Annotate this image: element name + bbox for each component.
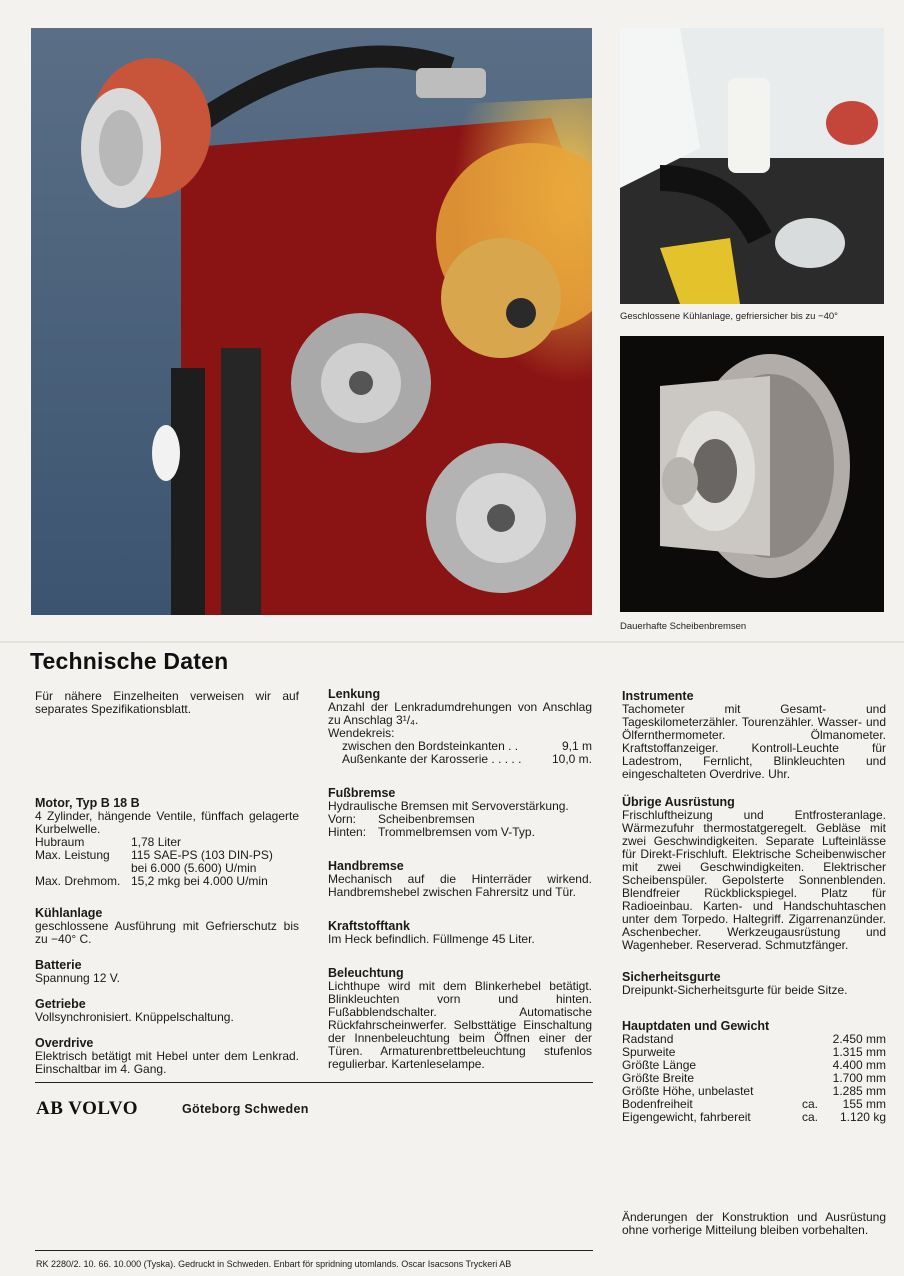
uebrige-text: Frischluftheizung und Entfrosteranlage. Wärmezufuhr thermostatgeregelt. Gebläse mit zwei Geschwindigkeiten. Separate Lufteinlässe für Direkt-Frischluft. Elektrische Scheibenwischer mit zwei Geschwindigkeiten. Elektrischer Scheibenspüler. Gepolsterte Sonnenblenden. Blendfreier Rückblickspiegel. Platz für Radioeinbau. Karten- und Handschuhtaschen unter dem Torpedo. Haltegriff. Zigarrenanzünder. Aschenbecher. Werkzeugausrüstung und Wagenheber. Reserverad. Schmutzfänger.: [622, 808, 886, 952]
fussbremse-text: Hydraulische Bremsen mit Servoverstärkung.: [328, 799, 569, 813]
kuehlanlage-section: [35, 906, 299, 946]
lenkung-row-karosserie: Außenkante der Karosserie . . . . . 10,0 m.: [342, 752, 592, 766]
column-middle: [328, 687, 592, 1083]
kuehlanlage-text: geschlossene Ausführung mit Gefrierschutz bis zu −40° C.: [35, 919, 299, 946]
volvo-city: Göteborg Schweden: [182, 1102, 309, 1116]
uebrige-section: [622, 795, 886, 952]
lenkung-section: [328, 687, 592, 766]
cooling-caption: Geschlossene Kühlanlage, gefriersicher bis zu −40°: [620, 311, 838, 322]
hauptdaten-table: Radstand 2.450 mm Spurweite 1.315 mm Größte Länge 4.400 mm Größte Breite 1.700 mm Größte Höhe, unbelastet 1.285 mm Bodenfreiheit ca. 155 mm Eigengewicht, fahrbereit ca. 1.120 kg: [622, 1032, 886, 1124]
kraftstofftank-section: [328, 919, 592, 946]
footer-imprint: RK 2280/2. 10. 66. 10.000 (Tyska). Gedruckt in Schweden. Enbart för spridning utomlands. Oscar Isacsons Tryckeri AB: [36, 1259, 512, 1269]
page-title: Technische Daten: [30, 648, 229, 674]
instrumente-title: Instrumente: [622, 689, 694, 703]
motor-leistung-rpm: bei 6.000 (5.600) U/min: [131, 861, 257, 875]
sicherheit-text: Dreipunkt-Sicherheitsgurte für beide Sitze.: [622, 983, 848, 997]
lenkung-wendekreis: Wendekreis:: [328, 726, 395, 740]
motor-drehmoment: Max. Drehmom. 15,2 mkg bei 4.000 U/min: [35, 874, 268, 888]
handbremse-section: [328, 859, 592, 899]
brakes-photo: [620, 336, 884, 612]
handbremse-title: Handbremse: [328, 859, 404, 873]
fussbremse-title: Fußbremse: [328, 786, 396, 800]
page-fold: [0, 641, 904, 643]
brakes-caption: Dauerhafte Scheibenbremsen: [620, 621, 747, 632]
column-right: [622, 689, 886, 1136]
lenkung-text: Anzahl der Lenkradumdrehungen von Anschlag zu Anschlag 3¹/₄.: [328, 700, 592, 727]
sicherheit-section: [622, 970, 886, 997]
getriebe-title: Getriebe: [35, 997, 86, 1011]
lenkung-row-bordstein: zwischen den Bordsteinkanten . . 9,1 m: [342, 739, 592, 753]
handbremse-text: Mechanisch auf die Hinterräder wirkend. Handbremshebel zwischen Fahrersitz und Tür.: [328, 872, 592, 899]
column-left: [35, 690, 299, 1088]
volvo-logo: AB VOLVO: [36, 1098, 138, 1119]
intro-text: Für nähere Einzelheiten verweisen wir auf separates Spezifikationsblatt.: [35, 689, 299, 716]
overdrive-title: Overdrive: [35, 1036, 94, 1050]
batterie-title: Batterie: [35, 958, 82, 972]
sicherheit-title: Sicherheitsgurte: [622, 970, 721, 984]
instrumente-section: [622, 689, 886, 781]
overdrive-text: Elektrisch betätigt mit Hebel unter dem Lenkrad. Einschaltbar im 4. Gang.: [35, 1049, 299, 1076]
engine-photo: [31, 28, 592, 615]
lenkung-title: Lenkung: [328, 687, 381, 701]
motor-desc: 4 Zylinder, hängende Ventile, fünffach gelagerte Kurbelwelle.: [35, 809, 299, 836]
cooling-photo: [620, 28, 884, 304]
motor-hubraum: Hubraum 1,78 Liter: [35, 835, 182, 849]
aenderungen-note: Änderungen der Konstruktion und Ausrüstung ohne vorherige Mitteilung bleiben vorbehalten.: [622, 1210, 886, 1237]
motor-leistung: Max. Leistung 115 SAE-PS (103 DIN-PS): [35, 848, 273, 862]
overdrive-section: [35, 1036, 299, 1076]
bottom-rule-left: [35, 1082, 593, 1083]
getriebe-section: [35, 997, 299, 1024]
motor-title: Motor, Typ B 18 B: [35, 796, 140, 810]
hauptdaten-title: Hauptdaten und Gewicht: [622, 1019, 770, 1033]
fussbremse-section: [328, 786, 592, 839]
kraftstofftank-text: Im Heck befindlich. Füllmenge 45 Liter.: [328, 932, 535, 946]
fussbremse-hinten: Hinten: Trommelbremsen vom V-Typ.: [328, 825, 535, 839]
beleuchtung-text: Lichthupe wird mit dem Blinkerhebel betätigt. Blinkleuchten vorn und hinten. Fußabblendschalter. Automatische Rückfahrscheinwerfer. Selbsttätige Einschaltung der Innenbeleuchtung beim Öffnen einer der Türen. Armaturenbrettbeleuchtung stufenlos regulierbar. Kartenleselampe.: [328, 979, 592, 1071]
kraftstofftank-title: Kraftstofftank: [328, 919, 410, 933]
footer-rule: [35, 1250, 593, 1251]
instrumente-text: Tachometer mit Gesamt- und Tageskilometerzähler. Tourenzähler. Wasser- und Ölfernthermometer. Ölmanometer. Kraftstoffanzeiger. Kontroll-Leuchte für Ladestrom, Fernlicht, Blinkleuchten und eingeschalteten Overdrive. Uhr.: [622, 702, 886, 781]
uebrige-title: Übrige Ausrüstung: [622, 795, 735, 809]
motor-section: [35, 796, 299, 888]
beleuchtung-title: Beleuchtung: [328, 966, 404, 980]
fussbremse-vorn: Vorn: Scheibenbremsen: [328, 812, 475, 826]
beleuchtung-section: [328, 966, 592, 1071]
getriebe-text: Vollsynchronisiert. Knüppelschaltung.: [35, 1010, 234, 1024]
batterie-section: [35, 958, 299, 985]
batterie-text: Spannung 12 V.: [35, 971, 120, 985]
kuehlanlage-title: Kühlanlage: [35, 906, 103, 920]
hauptdaten-section: [622, 1019, 886, 1124]
